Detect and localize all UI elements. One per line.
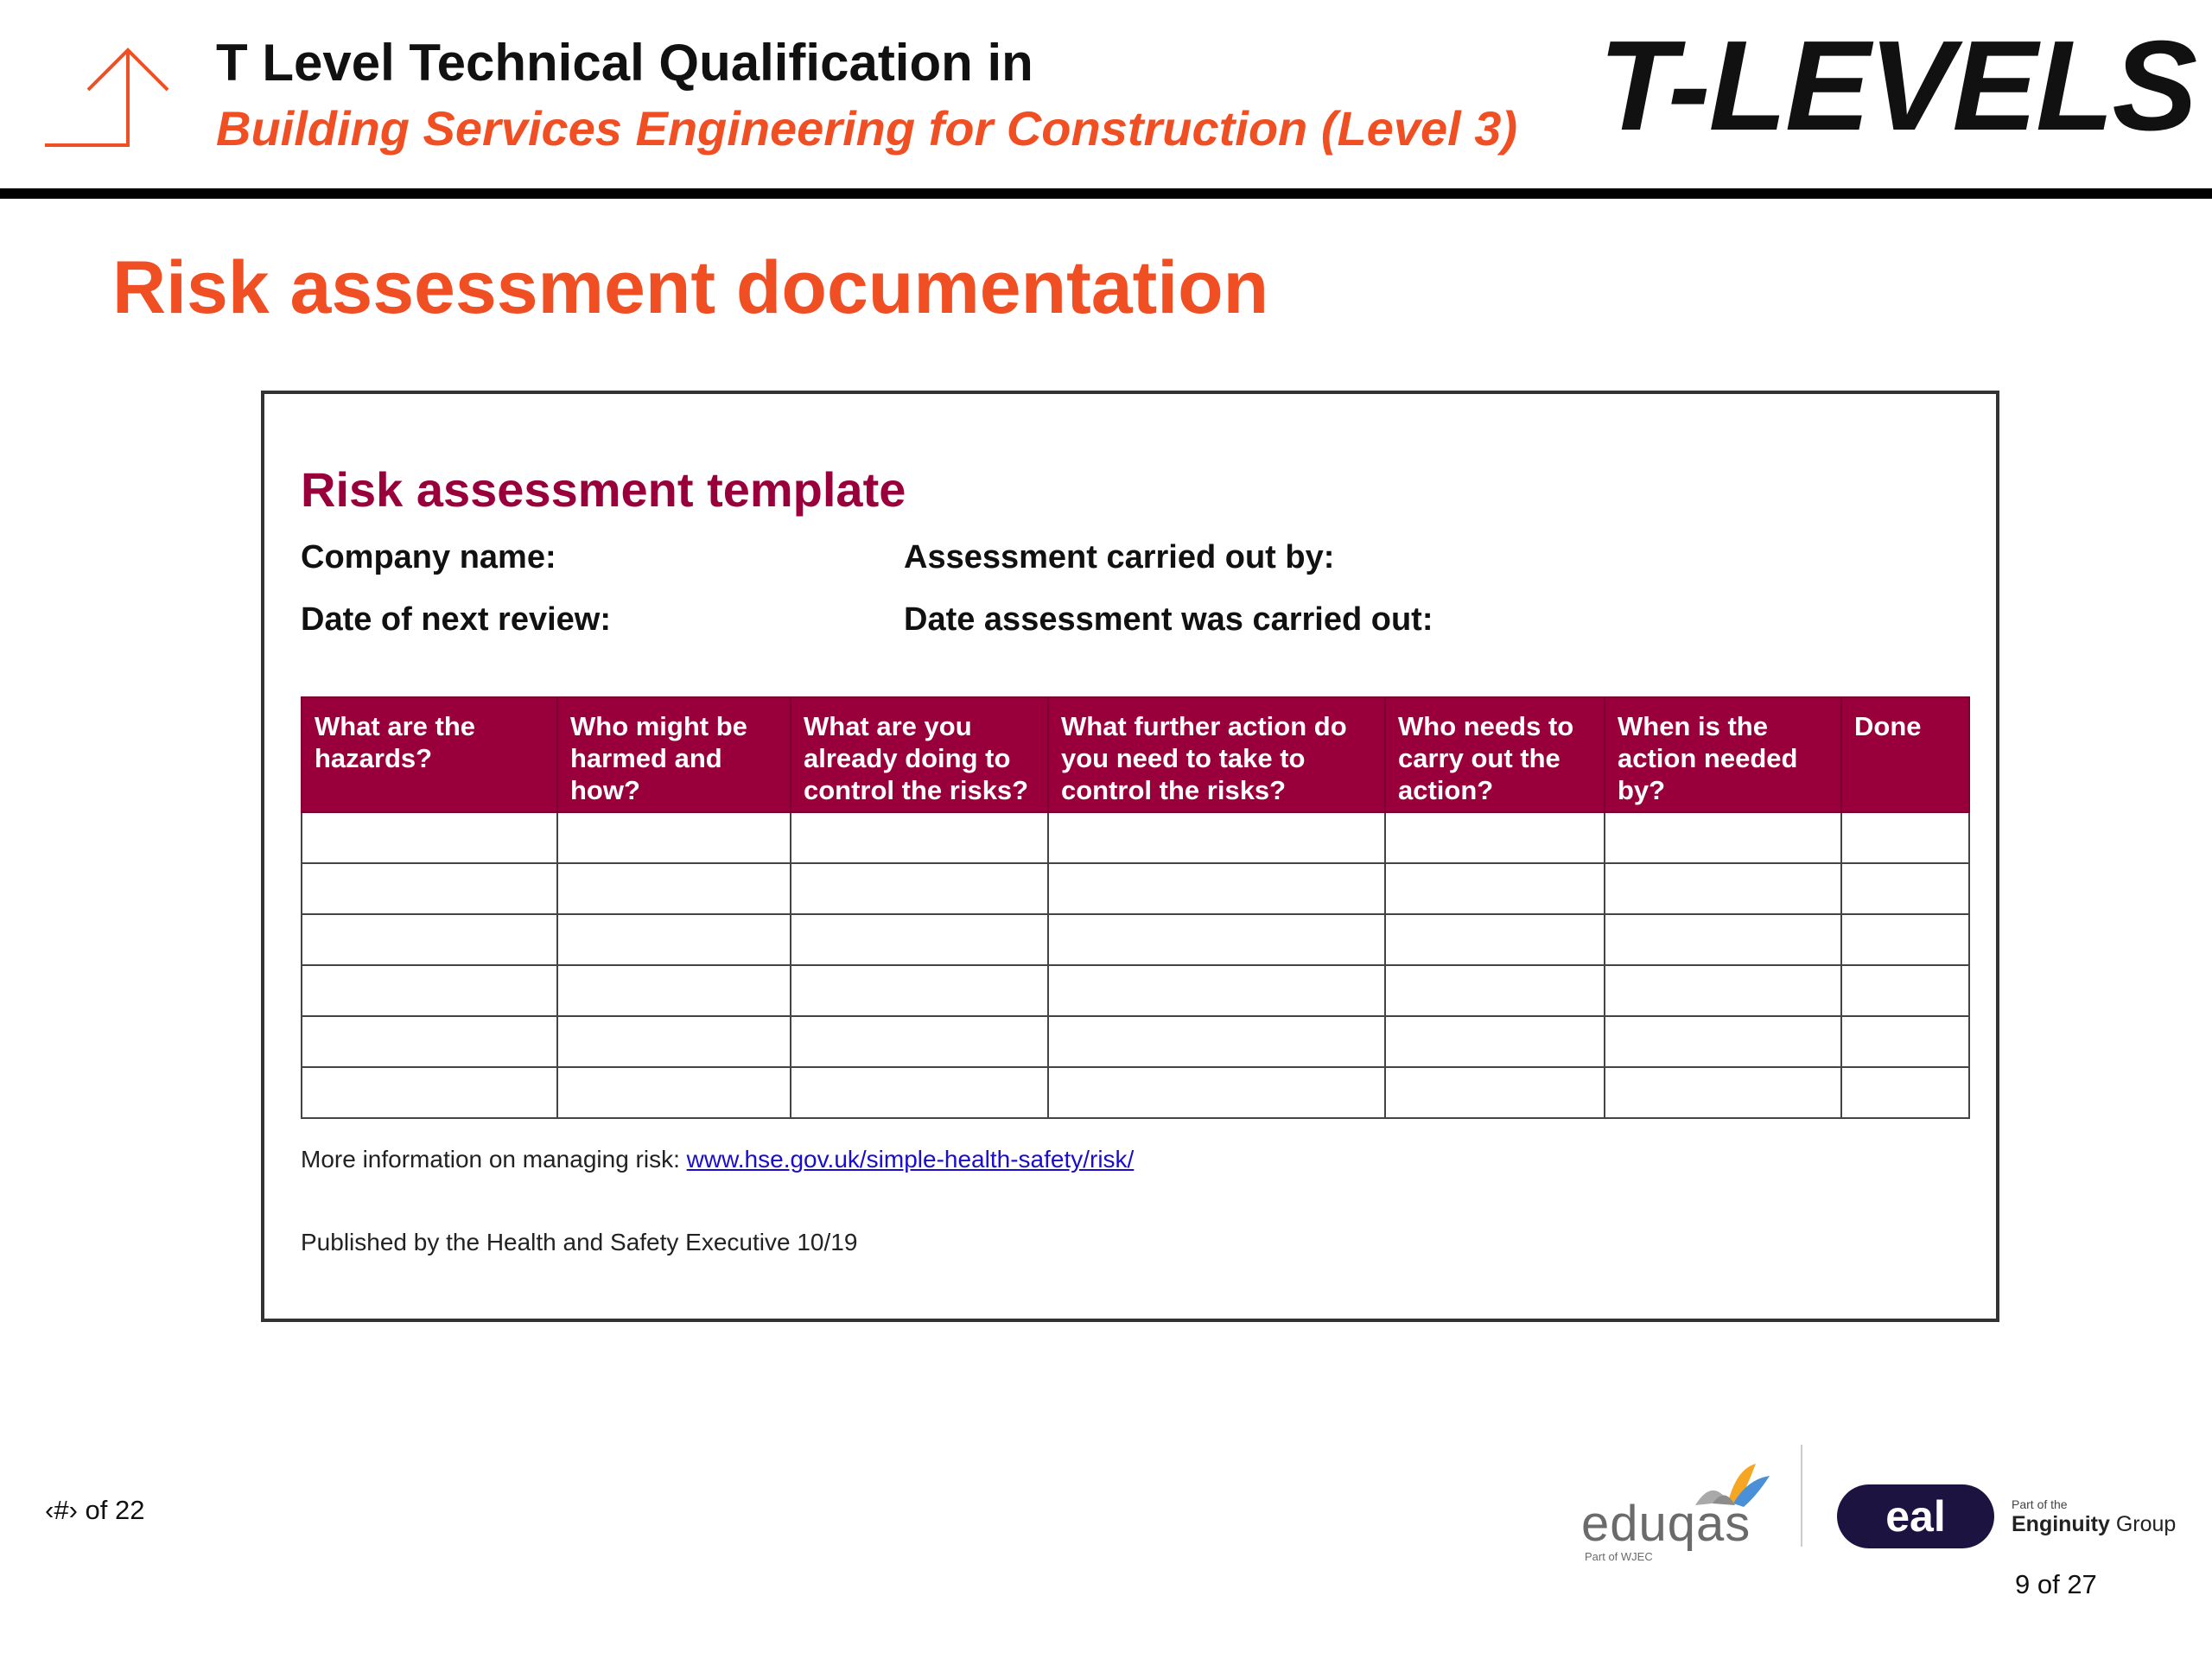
table-cell[interactable]	[557, 965, 791, 1016]
table-cell[interactable]	[302, 1016, 557, 1067]
footer-divider	[1801, 1445, 1802, 1547]
table-cell[interactable]	[1048, 914, 1385, 965]
table-row	[302, 965, 1969, 1016]
enginuity-logo	[2012, 1512, 2176, 1537]
table-cell[interactable]	[791, 914, 1048, 965]
eal-logo: eal	[1837, 1484, 1994, 1548]
table-cell[interactable]	[1605, 914, 1841, 965]
table-cell[interactable]	[791, 863, 1048, 914]
table-cell[interactable]	[1385, 1067, 1605, 1118]
template-title: Risk assessment template	[301, 462, 906, 517]
table-cell[interactable]	[1605, 1016, 1841, 1067]
header-title: T Level Technical Qualification in	[216, 34, 1033, 92]
table-cell[interactable]	[1605, 965, 1841, 1016]
more-info-text	[301, 1146, 1134, 1173]
t-levels-logo: T-LEVELS	[1599, 15, 2196, 157]
table-cell[interactable]	[557, 1016, 791, 1067]
assessment-by-label: Assessment carried out by:	[904, 539, 1335, 575]
slide-number: ‹#› of 22	[45, 1495, 145, 1525]
table-row	[302, 812, 1969, 863]
eduqas-logo	[1581, 1460, 1771, 1564]
table-cell[interactable]	[557, 1067, 791, 1118]
table-cell[interactable]	[1385, 914, 1605, 965]
table-cell[interactable]	[302, 965, 557, 1016]
published-note: Published by the Health and Safety Executive 10/19	[301, 1229, 858, 1255]
column-header: What further action do you need to take to control the risks?	[1048, 697, 1385, 812]
table-cell[interactable]	[302, 1067, 557, 1118]
table-cell[interactable]	[1605, 1067, 1841, 1118]
column-header: What are the hazards?	[302, 697, 557, 812]
table-cell[interactable]	[1841, 1067, 1969, 1118]
table-cell[interactable]	[791, 1016, 1048, 1067]
table-cell[interactable]	[302, 914, 557, 965]
table-cell[interactable]	[557, 863, 791, 914]
company-name-label: Company name:	[301, 539, 556, 575]
more-info-label: More information on managing risk:	[301, 1146, 680, 1173]
page-title: Risk assessment documentation	[112, 246, 1269, 329]
column-header: Who needs to carry out the action?	[1385, 697, 1605, 812]
table-cell[interactable]	[1385, 812, 1605, 863]
table-cell[interactable]	[1841, 863, 1969, 914]
table-row	[302, 1016, 1969, 1067]
enginuity-part-of: Part of the	[2012, 1497, 2068, 1511]
table-cell[interactable]	[1385, 1016, 1605, 1067]
next-review-label: Date of next review:	[301, 601, 611, 638]
column-header: Who might be harmed and how?	[557, 697, 791, 812]
table-cell[interactable]	[791, 812, 1048, 863]
assessment-date-label: Date assessment was carried out:	[904, 601, 1433, 638]
table-cell[interactable]	[791, 965, 1048, 1016]
table-cell[interactable]	[302, 863, 557, 914]
table-cell[interactable]	[1841, 965, 1969, 1016]
risk-table	[301, 696, 1970, 1119]
eduqas-wordmark: eduqas	[1581, 1496, 1751, 1552]
table-cell[interactable]	[557, 914, 791, 965]
hse-link[interactable]: www.hse.gov.uk/simple-health-safety/risk/	[686, 1146, 1135, 1173]
table-cell[interactable]	[1841, 1016, 1969, 1067]
table-cell[interactable]	[1605, 863, 1841, 914]
header-subtitle: Building Services Engineering for Construction (Level 3)	[216, 101, 1518, 156]
column-header: What are you already doing to control the risks?	[791, 697, 1048, 812]
table-cell[interactable]	[1048, 863, 1385, 914]
table-cell[interactable]	[557, 812, 791, 863]
table-cell[interactable]	[1048, 1016, 1385, 1067]
enginuity-group: Group	[2109, 1512, 2177, 1536]
table-cell[interactable]	[1048, 965, 1385, 1016]
header-divider	[0, 188, 2212, 199]
table-cell[interactable]	[302, 812, 557, 863]
eduqas-subtext: Part of WJEC	[1585, 1550, 1653, 1563]
table-row	[302, 863, 1969, 914]
table-cell[interactable]	[1048, 812, 1385, 863]
column-header: Done	[1841, 697, 1969, 812]
table-row	[302, 1067, 1969, 1118]
table-cell[interactable]	[1385, 965, 1605, 1016]
table-header-row	[302, 697, 1969, 812]
table-row	[302, 914, 1969, 965]
table-cell[interactable]	[1841, 812, 1969, 863]
table-cell[interactable]	[1605, 812, 1841, 863]
enginuity-bold: Enginuity	[2012, 1512, 2110, 1536]
table-cell[interactable]	[1385, 863, 1605, 914]
table-cell[interactable]	[791, 1067, 1048, 1118]
column-header: When is the action needed by?	[1605, 697, 1841, 812]
page-counter: 9 of 27	[2015, 1569, 2097, 1599]
table-cell[interactable]	[1048, 1067, 1385, 1118]
table-cell[interactable]	[1841, 914, 1969, 965]
arrow-icon	[45, 41, 175, 150]
risk-template-frame	[261, 391, 1999, 1322]
